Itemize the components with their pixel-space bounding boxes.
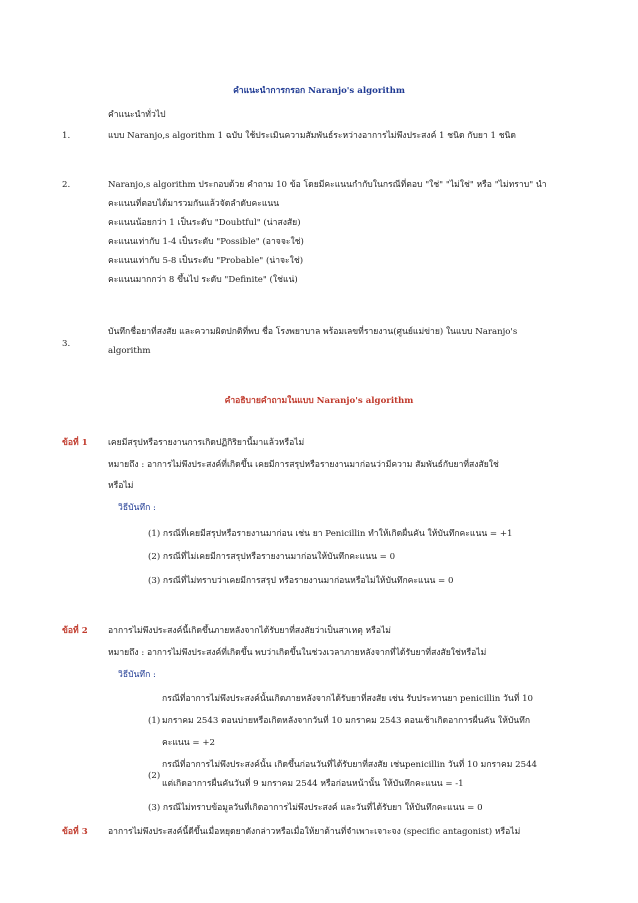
item-number: 2.: [62, 180, 71, 190]
record-option-line: มกราคม 2543 ตอนบ่ายหรือเกิดหลังจากวันที่ 10 มกราคม 2543 ตอนเช้าเกิดอาการผื่นคัน ให้บันทึก: [162, 716, 531, 726]
question-label: ข้อที่ 2: [62, 626, 88, 636]
page-title: คำแนะนำการกรอก Naranjo's algorithm: [233, 86, 405, 96]
record-option: (3) กรณีที่ไม่ทราบว่าเคยมีการสรุป หรือรายงานมาก่อนหรือไม่ให้บันทึกคะแนน = 0: [148, 576, 454, 586]
question-label: ข้อที่ 1: [62, 438, 88, 448]
record-label: วิธีบันทึก :: [118, 503, 156, 513]
record-option-line: แต่เกิดอาการผื่นคันวันที่ 9 มกราคม 2544 หรือก่อนหน้านั้น ให้บันทึกคะแนน = -1: [162, 779, 464, 789]
item-line: บันทึกชื่อยาที่สงสัย และความผิดปกติที่พบ ชื่อ โรงพยาบาล พร้อมเลขที่รายงาน(ศูนย์แม่ข่าย) ในแบบ Naranjo's: [108, 327, 518, 337]
item-line: คะแนนมากกว่า 8 ขึ้นไป ระดับ "Definite" (ใช่แน่): [108, 275, 298, 285]
item-line: คะแนนเท่ากับ 5-8 เป็นระดับ "Probable" (น่าจะใช่): [108, 256, 304, 266]
meaning-line: หมายถึง : อาการไม่พึงประสงค์ที่เกิดขึ้น เคยมีการสรุปหรือรายงานมาก่อนว่ามีความ สัมพันธ์กับยาที่สงสัยใช่: [108, 460, 499, 470]
item-number: 3.: [62, 339, 71, 349]
item-line: คะแนนน้อยกว่า 1 เป็นระดับ "Doubtful" (น่าสงสัย): [108, 218, 301, 228]
record-option-number: (1): [148, 716, 161, 726]
general-heading: คำแนะนำทั่วไป: [108, 110, 166, 120]
item-line: คะแนนเท่ากับ 1-4 เป็นระดับ "Possible" (อาจจะใช่): [108, 237, 304, 247]
record-option: (2) กรณีที่ไม่เคยมีการสรุปหรือรายงานมาก่อนให้บันทึกคะแนน = 0: [148, 552, 396, 562]
item-text: แบบ Naranjo,s algorithm 1 ฉบับ ใช้ประเมินความสัมพันธ์ระหว่างอาการไม่พึงประสงค์ 1 ชนิด กับยา 1 ชนิด: [108, 131, 517, 141]
record-option-number: (2): [148, 771, 161, 781]
record-option: (3) กรณีไม่ทราบข้อมูลวันที่เกิดอาการไม่พึงประสงค์ และวันที่ได้รับยา ให้บันทึกคะแนน = 0: [148, 803, 483, 813]
question-text: เคยมีสรุปหรือรายงานการเกิดปฏิกิริยานี้มาแล้วหรือไม่: [108, 438, 305, 448]
record-option: (1) กรณีที่เคยมีสรุปหรือรายงานมาก่อน เช่น ยา Penicillin ทำให้เกิดผื่นคัน ให้บันทึกคะแนน = +1: [148, 529, 513, 539]
question-text: อาการไม่พึงประสงค์นี้เกิดขึ้นภายหลังจากได้รับยาที่สงสัยว่าเป็นสาเหตุ หรือไม่: [108, 626, 391, 636]
question-label: ข้อที่ 3: [62, 827, 88, 837]
item-line: Naranjo,s algorithm ประกอบด้วย คำถาม 10 ข้อ โดยมีคะแนนกำกับในกรณีที่ตอบ "ใช่" "ไม่ใช่" หรือ "ไม่ทราบ" นำ: [108, 180, 547, 190]
item-line: คะแนนที่ตอบได้มารวมกันแล้วจัดลำดับคะแนน: [108, 199, 280, 209]
item-line: algorithm: [108, 346, 151, 356]
section-subtitle: คำอธิบายคำถามในแบบ Naranjo's algorithm: [224, 396, 414, 406]
record-label: วิธีบันทึก :: [118, 670, 156, 680]
meaning-line: หรือไม่: [108, 481, 134, 491]
record-option-line: กรณีที่อาการไม่พึงประสงค์นั้น เกิดขึ้นก่อนวันที่ได้รับยาที่สงสัย เช่นpenicillin วันที่ 10 มกราคม 2544: [162, 760, 537, 770]
question-text: อาการไม่พึงประสงค์นี้ดีขึ้นเมื่อหยุดยาดังกล่าวหรือเมื่อให้ยาต้านที่จำเพาะเจาะจง (specific antagonist) หรือไม่: [108, 827, 521, 837]
record-option-line: กรณีที่อาการไม่พึงประสงค์นั้นเกิดภายหลังจากได้รับยาที่สงสัย เช่น รับประทานยา penicillin วันที่ 10: [162, 694, 534, 704]
meaning-line: หมายถึง : อาการไม่พึงประสงค์ที่เกิดขึ้น พบว่าเกิดขึ้นในช่วงเวลาภายหลังจากที่ได้รับยาที่สงสัยใช่หรือไม่: [108, 648, 487, 658]
record-option-line: คะแนน = +2: [162, 738, 215, 748]
item-number: 1.: [62, 131, 71, 141]
